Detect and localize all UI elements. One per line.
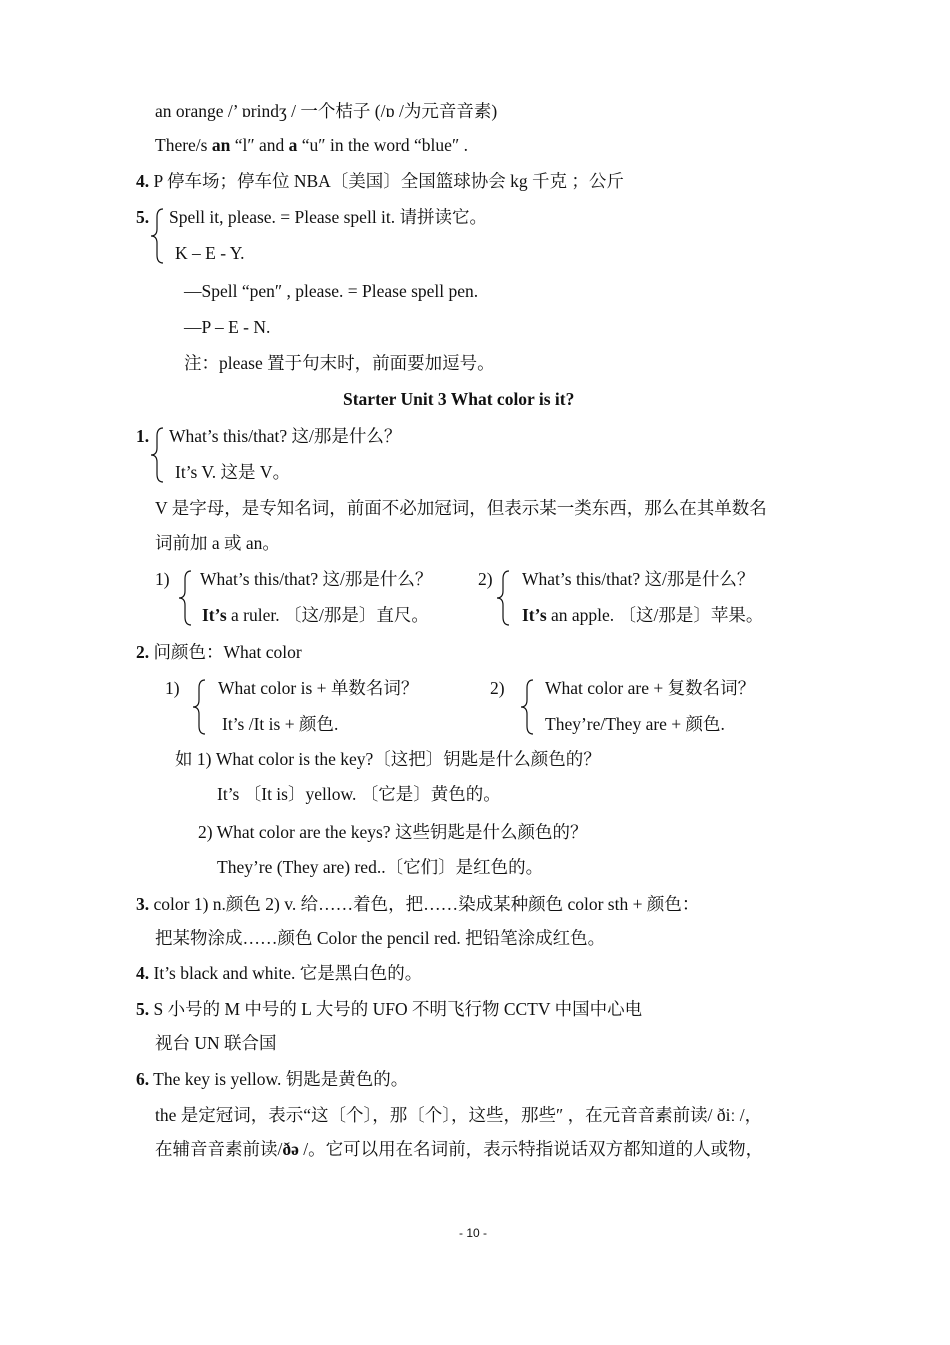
text-span: It’s black and white. 它是黑白色的。 — [149, 963, 423, 983]
text-span: 在辅音音素前读/ — [155, 1139, 283, 1159]
pair-number: 2) — [478, 569, 493, 589]
item-number: 6. — [136, 1069, 150, 1089]
text-line: They’re/They are + 颜色. — [545, 714, 725, 734]
item-number: 5. — [136, 207, 150, 227]
item-4 — [136, 169, 624, 193]
text-line — [155, 1137, 763, 1161]
text-line: What color is + 单数名词？ — [218, 678, 419, 698]
text-line — [155, 133, 468, 157]
item-2 — [136, 640, 302, 664]
page-number: - 10 - — [459, 1226, 488, 1240]
text-line: —P – E - N. — [184, 317, 271, 337]
text-span: ðə — [282, 1139, 299, 1159]
text-span: P 停车场；停车位 NBA〔美国〕全国篮球协会 kg 千克 ；公斤 — [149, 171, 624, 191]
text-line — [522, 603, 763, 627]
text-span: an — [211, 135, 231, 155]
item-3 — [136, 892, 699, 916]
text-line: —Spell “pen″ , please. = Please spell pen. — [184, 281, 479, 301]
text-span: It’s — [522, 605, 547, 625]
brace-icon — [496, 568, 512, 628]
pair-number: 1) — [165, 678, 180, 698]
text-line: an orange /’ ɒrindʒ / 一个桔子 (/ɒ /为元音音素) — [155, 101, 498, 121]
item-number: 5. — [136, 999, 150, 1019]
item-number: 4. — [136, 171, 150, 191]
text-span: “l″ and — [230, 135, 289, 155]
text-line: 如 1) What color is the key?〔这把〕钥匙是什么颜色的？ — [175, 749, 601, 769]
text-span: There/s — [155, 135, 212, 155]
text-span: 问颜色：What color — [149, 642, 302, 662]
brace-icon — [150, 425, 166, 485]
text-line: 注：please 置于句末时，前面要加逗号。 — [184, 353, 495, 373]
text-span: color 1) n.颜色 2) v. 给……着色，把……染成某种颜色 color sth + 颜色： — [149, 894, 700, 914]
item-5 — [136, 997, 642, 1021]
text-line: V 是字母，是专知名词，前面不必加冠词，但表示某一类东西，那么在其单数名 — [155, 498, 767, 518]
text-line: 视台 UN 联合国 — [155, 1033, 277, 1053]
item-4 — [136, 961, 422, 985]
text-line: 把某物涂成……颜色 Color the pencil red. 把铅笔涂成红色。 — [155, 928, 606, 948]
pair-number: 2) — [490, 678, 505, 698]
text-span: a ruler. 〔这/那是〕直尺。 — [226, 605, 429, 625]
text-span: S 小号的 M 中号的 L 大号的 UFO 不明飞行物 CCTV 中国中心电 — [149, 999, 643, 1019]
item-number: 1. — [136, 426, 150, 446]
brace-icon — [150, 206, 166, 266]
text-line: What’s this/that? 这/那是什么？ — [200, 569, 433, 589]
text-line: What’s this/that? 这/那是什么？ — [522, 569, 755, 589]
text-span: /。它可以用在名词前，表示特指说话双方都知道的人或物， — [298, 1139, 764, 1159]
text-line: 词前加 a 或 an。 — [155, 533, 280, 553]
text-line: Spell it, please. = Please spell it. 请拼读它。 — [169, 207, 488, 227]
text-line: What color are + 复数名词？ — [545, 678, 756, 698]
text-line — [202, 603, 429, 627]
text-span: a — [288, 135, 298, 155]
item-number: 2. — [136, 642, 150, 662]
text-line: What’s this/that? 这/那是什么？ — [169, 426, 402, 446]
text-span: The key is yellow. 钥匙是黄色的。 — [149, 1069, 409, 1089]
brace-icon — [520, 677, 536, 737]
text-line: 2) What color are the keys? 这些钥匙是什么颜色的？ — [198, 822, 588, 842]
text-line: It’s 〔It is〕yellow. 〔它是〕黄色的。 — [217, 784, 501, 804]
item-6 — [136, 1067, 408, 1091]
text-span: an apple. 〔这/那是〕苹果。 — [546, 605, 764, 625]
item-number: 3. — [136, 894, 150, 914]
text-line: They’re (They are) red..〔它们〕是红色的。 — [217, 857, 544, 877]
section-heading: Starter Unit 3 What color is it? — [343, 389, 575, 409]
text-span: It’s — [202, 605, 227, 625]
pair-number: 1) — [155, 569, 170, 589]
item-number: 4. — [136, 963, 150, 983]
brace-icon — [178, 568, 194, 628]
text-span: “u″ in the word “blue″ . — [297, 135, 468, 155]
text-line: It’s /It is + 颜色. — [222, 714, 339, 734]
brace-icon — [192, 677, 208, 737]
text-line: the 是定冠词，表示“这〔个〕，那〔个〕，这些，那些″ ，在元音音素前读/ ðiː /， — [155, 1105, 763, 1125]
text-line: K – E - Y. — [175, 243, 245, 263]
text-line: It’s V. 这是 V。 — [175, 462, 291, 482]
